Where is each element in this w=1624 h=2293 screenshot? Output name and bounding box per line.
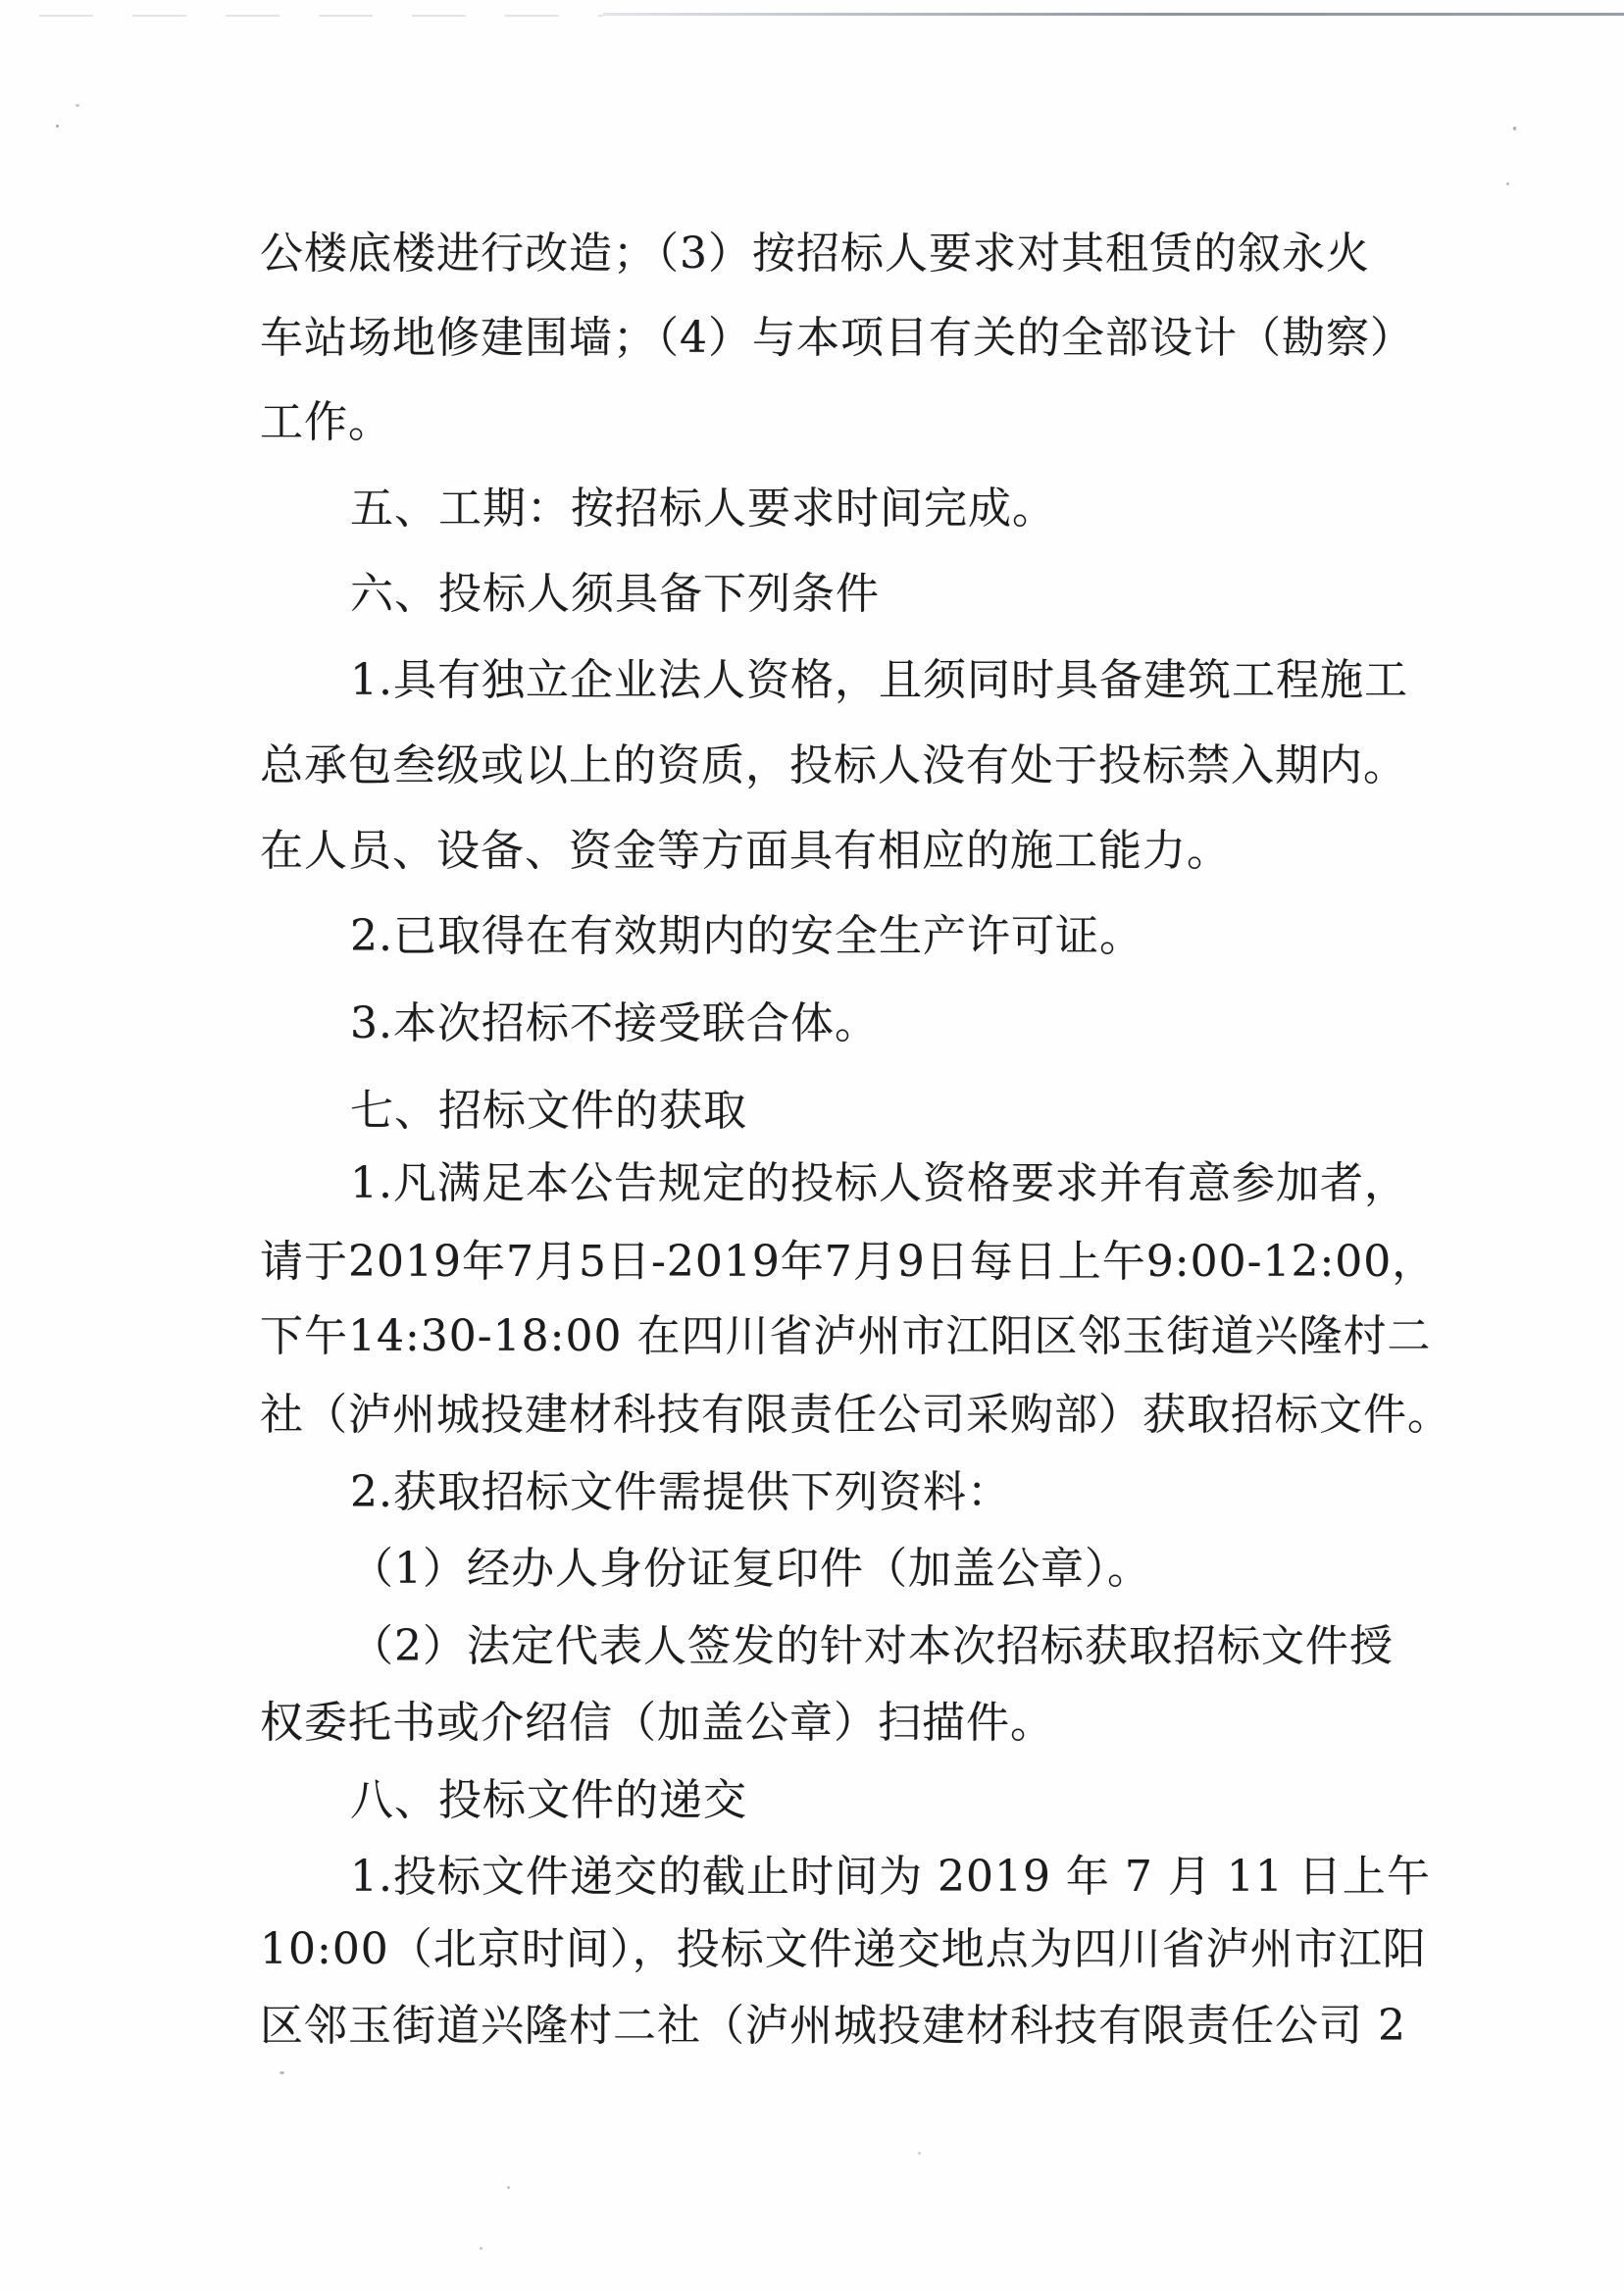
doc-line-15: 社（泸州城投建材科技有限责任公司采购部）获取招标文件。 bbox=[260, 1390, 1451, 1440]
doc-line-7: 总承包叁级或以上的资质，投标人没有处于投标禁入期内。 bbox=[260, 740, 1407, 790]
scan-speck bbox=[1513, 127, 1516, 130]
doc-line-11: 七、招标文件的获取 bbox=[350, 1086, 747, 1136]
doc-line-5: 六、投标人须具备下列条件 bbox=[350, 569, 880, 619]
scan-speck bbox=[507, 2186, 510, 2189]
scan-artifact-top-line-faint bbox=[39, 15, 603, 17]
doc-line-13: 请于2019年7月5日-2019年7月9日每日上午9:00-12:00， bbox=[260, 1237, 1437, 1287]
doc-line-3: 工作。 bbox=[260, 397, 392, 447]
doc-line-23: 区邻玉街道兴隆村二社（泸州城投建材科技有限责任公司 2 bbox=[260, 2001, 1406, 2051]
scan-speck bbox=[56, 125, 59, 127]
scan-speck bbox=[480, 2247, 482, 2250]
doc-line-16: 2.获取招标文件需提供下列资料： bbox=[350, 1467, 1011, 1517]
doc-line-19: 权委托书或介绍信（加盖公章）扫描件。 bbox=[260, 1698, 1054, 1748]
doc-line-2: 车站场地修建围墙；（4）与本项目有关的全部设计（勘察） bbox=[260, 313, 1414, 363]
doc-line-18: （2）法定代表人签发的针对本次招标获取招标文件授 bbox=[350, 1621, 1394, 1671]
scan-speck bbox=[279, 2071, 284, 2074]
scan-speck bbox=[918, 2152, 921, 2155]
doc-line-4: 五、工期：按招标人要求时间完成。 bbox=[350, 484, 1056, 534]
scan-artifact-top-line bbox=[603, 13, 1624, 16]
doc-line-6: 1.具有独立企业法人资格，且须同时具备建筑工程施工 bbox=[350, 655, 1408, 705]
doc-line-8: 在人员、设备、资金等方面具有相应的施工能力。 bbox=[260, 826, 1231, 876]
scan-speck bbox=[1506, 182, 1509, 185]
doc-line-10: 3.本次招标不接受联合体。 bbox=[350, 998, 879, 1048]
doc-line-17: （1）经办人身份证复印件（加盖公章）。 bbox=[350, 1544, 1151, 1594]
doc-line-14: 下午14:30-18:00 在四川省泸州市江阳区邻玉街道兴隆村二 bbox=[260, 1311, 1432, 1361]
doc-line-1: 公楼底楼进行改造；（3）按招标人要求对其租赁的叙永火 bbox=[260, 229, 1370, 279]
doc-line-22: 10:00（北京时间），投标文件递交地点为四川省泸州市江阳 bbox=[260, 1924, 1427, 1974]
doc-line-12: 1.凡满足本公告规定的投标人资格要求并有意参加者， bbox=[350, 1158, 1408, 1208]
doc-line-20: 八、投标文件的递交 bbox=[350, 1775, 747, 1825]
doc-line-21: 1.投标文件递交的截止时间为 2019 年 7 月 11 日上午 bbox=[350, 1852, 1431, 1902]
scan-speck bbox=[76, 104, 79, 107]
doc-line-9: 2.已取得在有效期内的安全生产许可证。 bbox=[350, 911, 1143, 961]
